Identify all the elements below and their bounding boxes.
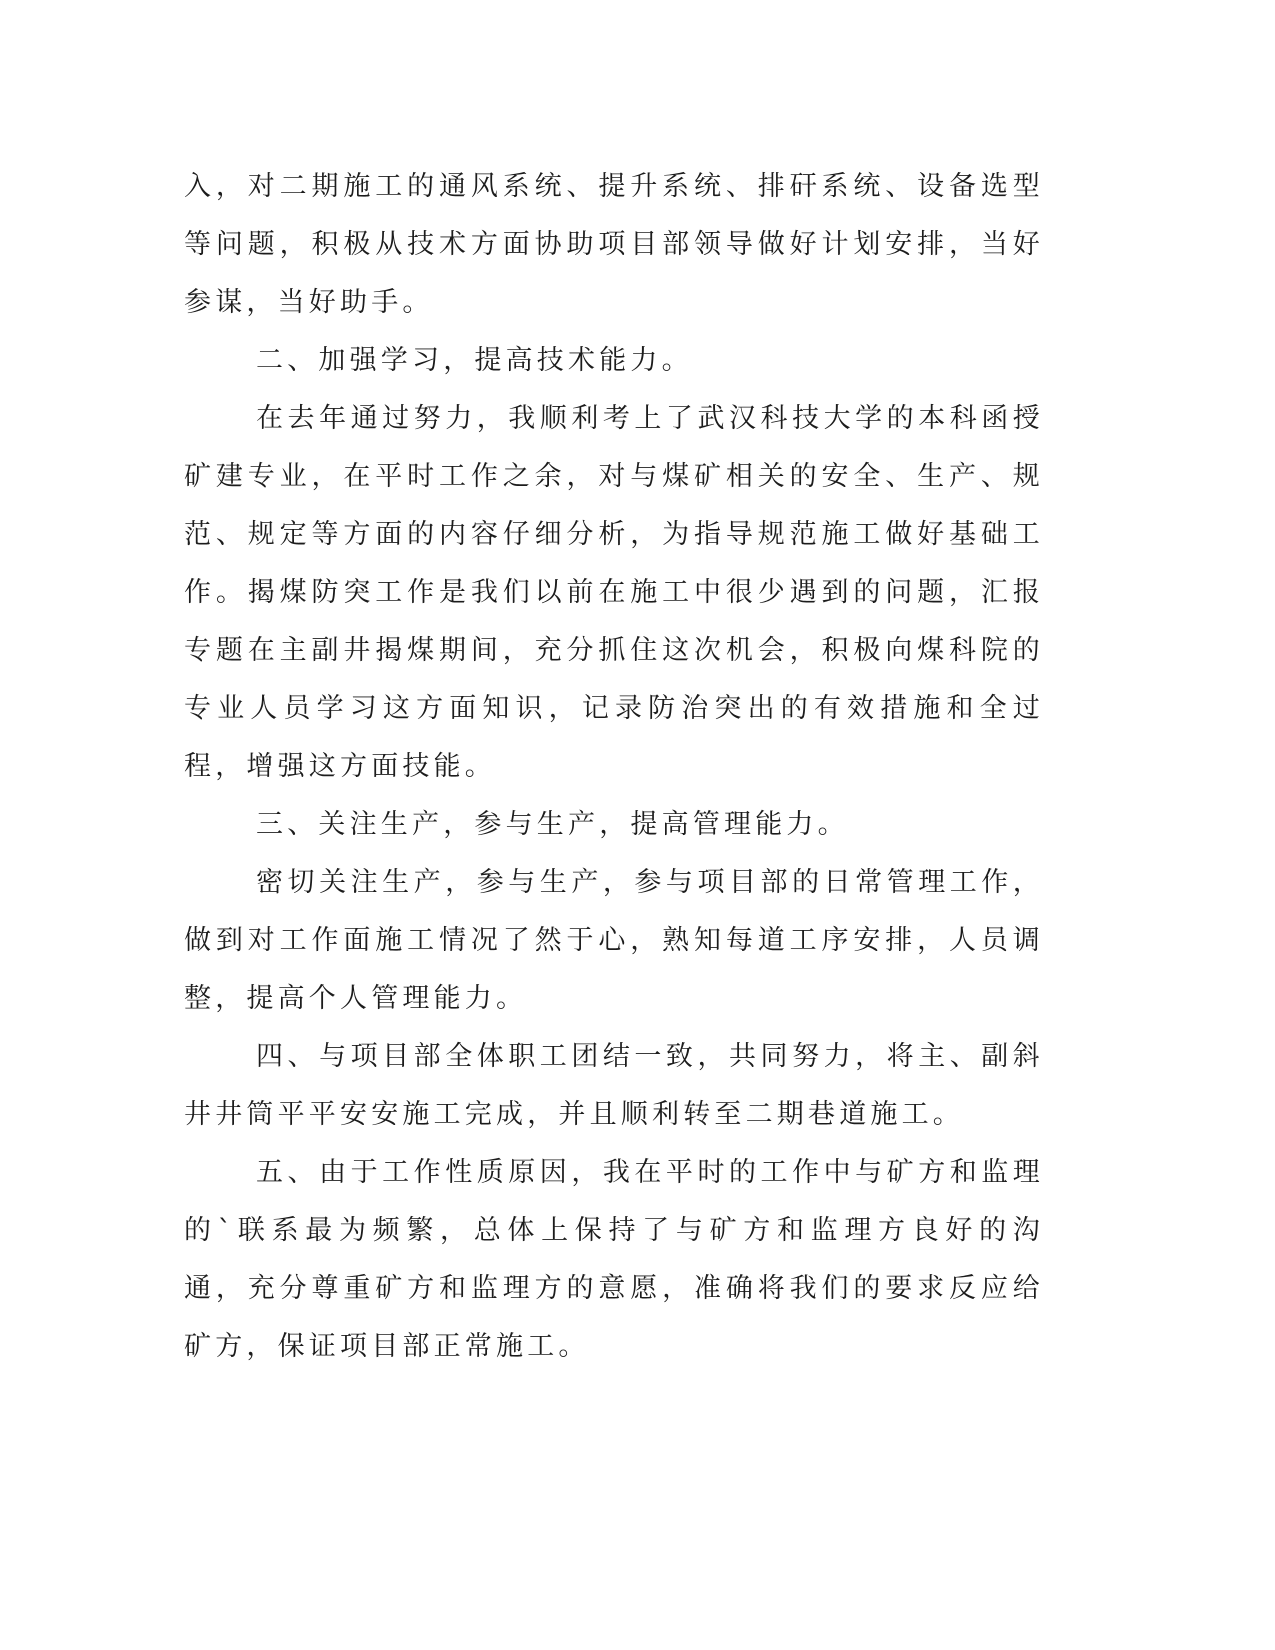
document-body xyxy=(184,158,1044,1376)
section-heading-5: 五、由于工作性质原因，我在平时的工作中与矿方和监理的`联系最为频繁，总体上保持了与矿方和监理方良好的沟通，充分尊重矿方和监理方的意愿，准确将我们的要求反应给矿方，保证项目部正常施工。 xyxy=(184,1157,1044,1362)
paragraph-study: 在去年通过努力，我顺利考上了武汉科技大学的本科函授矿建专业，在平时工作之余，对与煤矿相关的安全、生产、规范、规定等方面的内容仔细分析，为指导规范施工做好基础工作。揭煤防突工作是我们以前在施工中很少遇到的问题，汇报专题在主副井揭煤期间，充分抓住这次机会，积极向煤科院的专业人员学习这方面知识，记录防治突出的有效措施和全过程，增强这方面技能。 xyxy=(184,403,1044,782)
paragraph-continuation: 入，对二期施工的通风系统、提升系统、排矸系统、设备选型等问题，积极从技术方面协助项目部领导做好计划安排，当好参谋，当好助手。 xyxy=(184,171,1044,318)
paragraph-production: 密切关注生产，参与生产，参与项目部的日常管理工作，做到对工作面施工情况了然于心，熟知每道工序安排，人员调整，提高个人管理能力。 xyxy=(184,867,1044,1014)
section-heading-2: 二、加强学习，提高技术能力。 xyxy=(256,345,693,376)
section-heading-4: 四、与项目部全体职工团结一致，共同努力，将主、副斜井井筒平平安安施工完成，并且顺利转至二期巷道施工。 xyxy=(184,1041,1044,1130)
section-heading-3: 三、关注生产，参与生产，提高管理能力。 xyxy=(256,809,849,840)
